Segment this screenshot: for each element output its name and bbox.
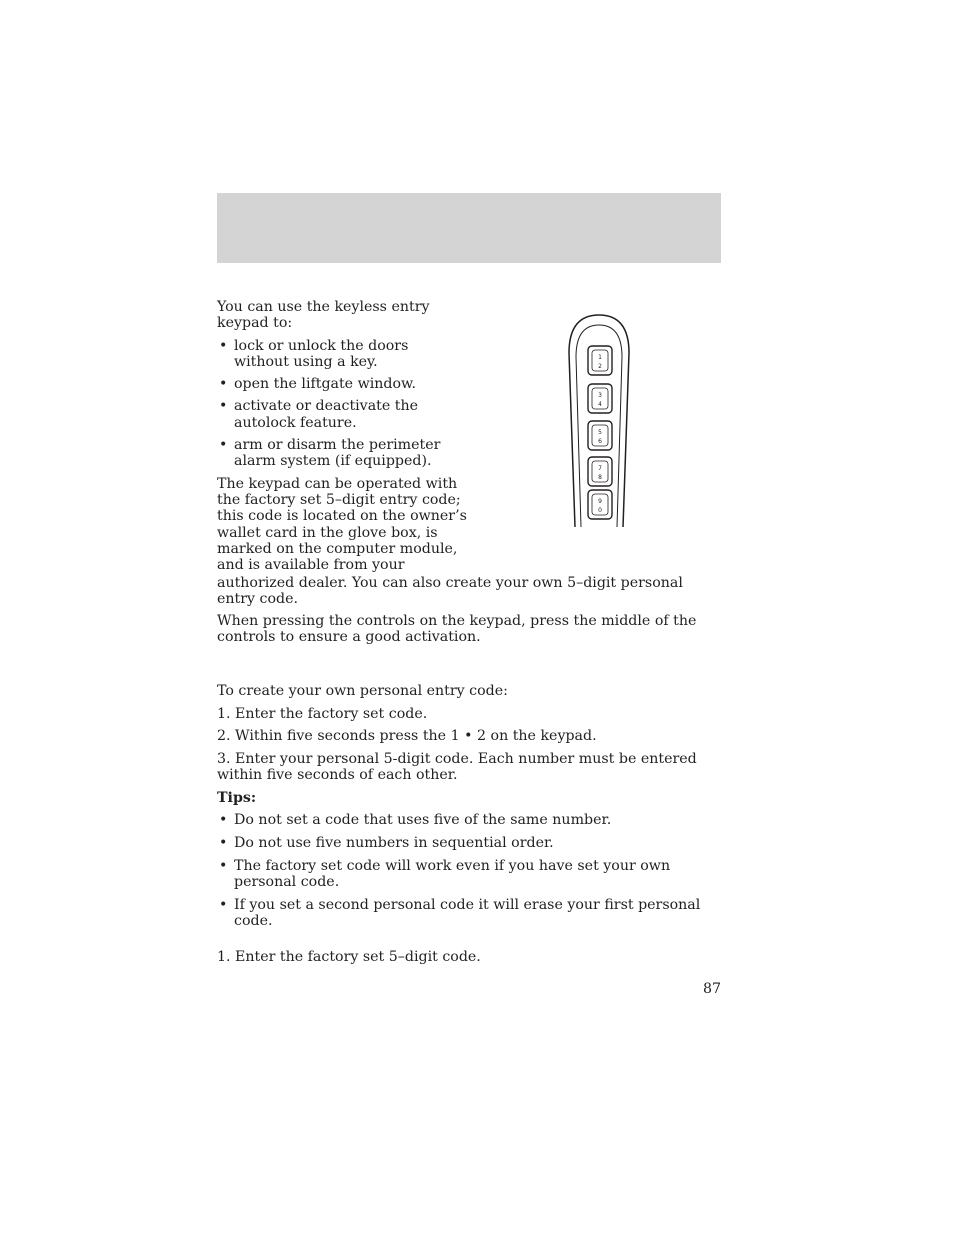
keypad-key-label: 1 [598, 354, 602, 361]
factory-code-paragraph: The keypad can be operated with the factory set 5–digit entry code; this code is located on the owner’s wallet card in the glove box, is marked on the computer module, and is available from your [217, 475, 467, 574]
keypad-key-label: 9 [598, 498, 602, 505]
keypad-uses-list [217, 338, 467, 470]
list-item: • lock or unlock the doors without using a key. [217, 338, 467, 371]
keypad-key-label: 0 [598, 507, 602, 514]
keypad-key [588, 346, 612, 375]
intro-column [217, 299, 467, 573]
erase-code-step-1: 1. Enter the factory set 5–digit code. [217, 949, 481, 965]
list-item: • The factory set code will work even if you have set your own personal code. [217, 858, 723, 891]
keypad-key-label: 5 [598, 429, 602, 436]
tips-list [217, 812, 723, 929]
intro-lead: You can use the keyless entry keypad to: [217, 299, 430, 332]
keypad-key [588, 457, 612, 486]
press-middle-paragraph: When pressing the controls on the keypad, press the middle of the controls to ensure a good activation. [217, 613, 697, 646]
tips-label: Tips: [217, 790, 257, 806]
list-item: • If you set a second personal code it will erase your first personal code. [217, 897, 723, 930]
create-code-lead: To create your own personal entry code: [217, 683, 508, 699]
keypad-key-label: 8 [598, 474, 602, 481]
keypad-key-label: 3 [598, 392, 602, 399]
list-item: • activate or deactivate the autolock feature. [217, 398, 467, 431]
keypad-key-label: 4 [598, 401, 602, 408]
keypad-key-label: 7 [598, 465, 602, 472]
keypad-key-group [588, 346, 612, 519]
list-item: • open the liftgate window. [217, 376, 467, 392]
list-item: • Do not use five numbers in sequential order. [217, 835, 723, 851]
page-number: 87 [702, 981, 721, 997]
create-code-step-1: 1. Enter the factory set code. [217, 706, 428, 722]
list-item: • arm or disarm the perimeter alarm system (if equipped). [217, 437, 467, 470]
factory-code-paragraph-continued: authorized dealer. You can also create your own 5–digit personal entry code. [217, 575, 683, 608]
create-code-step-2: 2. Within five seconds press the 1 • 2 on the keypad. [217, 728, 597, 744]
tips-section [217, 790, 723, 936]
keypad-illustration [566, 313, 632, 531]
keypad-key [588, 490, 612, 519]
create-code-step-3: 3. Enter your personal 5-digit code. Each number must be entered within five seconds of each other. [217, 751, 697, 784]
section-header-band [217, 193, 721, 263]
list-item: • Do not set a code that uses five of the same number. [217, 812, 723, 828]
keypad-key-label: 6 [598, 438, 602, 445]
keypad-key-label: 2 [598, 363, 602, 370]
keypad-key [588, 384, 612, 413]
keypad-key [588, 421, 612, 450]
